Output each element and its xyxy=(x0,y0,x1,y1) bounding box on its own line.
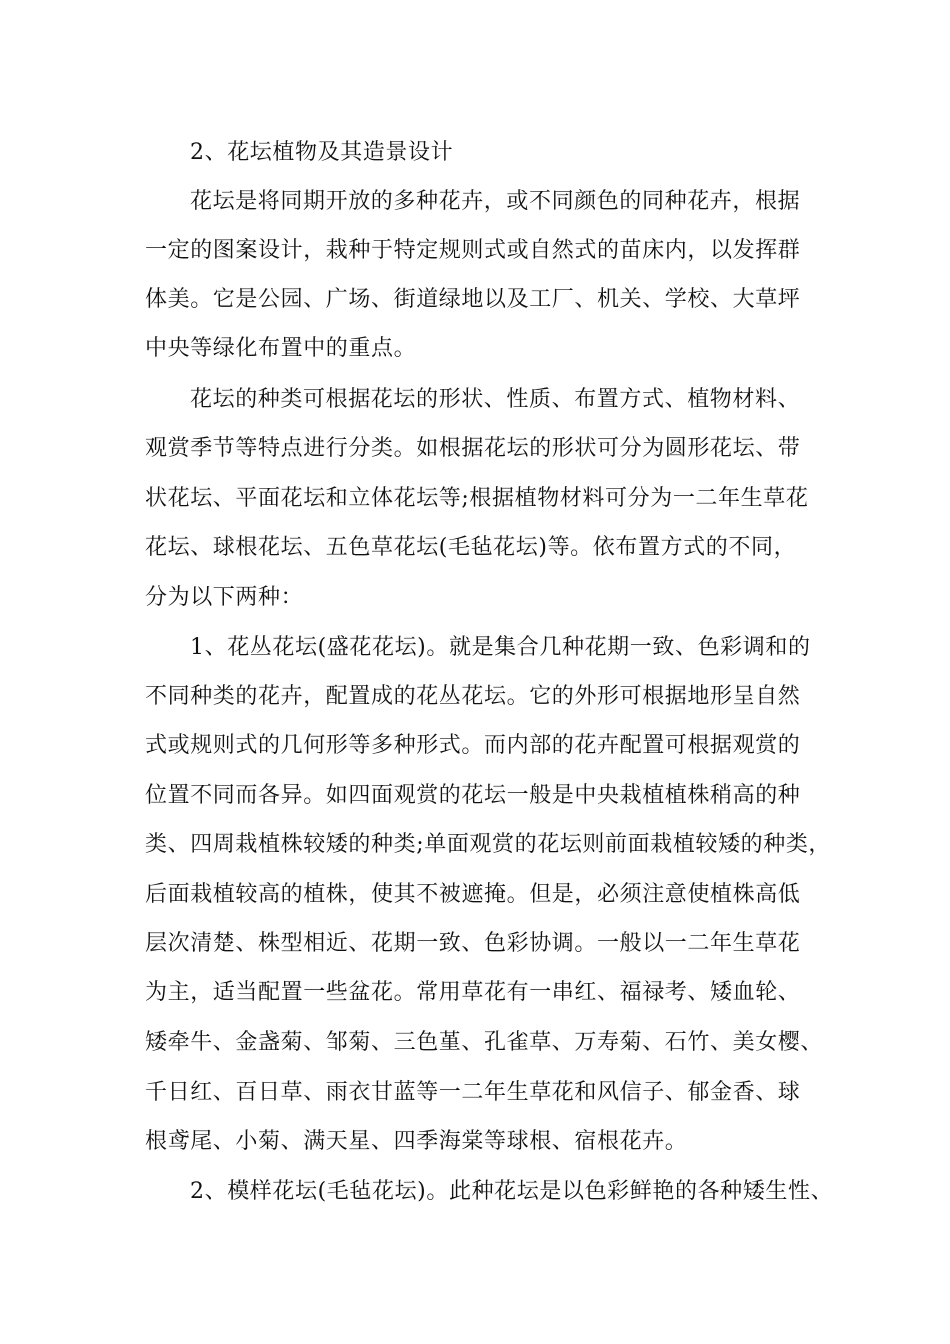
paragraph-line: 花坛的种类可根据花坛的形状、性质、布置方式、植物材料、 xyxy=(190,387,801,412)
paragraph-line: 千日红、百日草、雨衣甘蓝等一二年生草花和风信子、郁金香、球 xyxy=(145,1080,801,1105)
paragraph-line: 一定的图案设计，栽种于特定规则式或自然式的苗床内，以发挥群 xyxy=(145,238,801,263)
paragraph-line: 层次清楚、株型相近、花期一致、色彩协调。一般以一二年生草花 xyxy=(145,931,801,956)
paragraph-line: 矮牵牛、金盏菊、邹菊、三色堇、孔雀草、万寿菊、石竹、美女樱、 xyxy=(145,1030,824,1055)
paragraph-line: 根鸢尾、小菊、满天星、四季海棠等球根、宿根花卉。 xyxy=(145,1129,688,1154)
paragraph-line: 不同种类的花卉，配置成的花丛花坛。它的外形可根据地形呈自然 xyxy=(145,684,801,709)
paragraph-line: 分为以下两种： xyxy=(145,585,304,610)
paragraph-line: 1、花丛花坛(盛花花坛)。就是集合几种花期一致、色彩调和的 xyxy=(190,635,811,660)
paragraph-line: 状花坛、平面花坛和立体花坛等;根据植物材料可分为一二年生草花 xyxy=(145,486,809,511)
paragraph-line: 类、四周栽植株较矮的种类;单面观赏的花坛则前面栽植较矮的种类， xyxy=(145,832,832,857)
section-heading: 2、花坛植物及其造景设计 xyxy=(190,140,454,165)
paragraph-line: 花坛、球根花坛、五色草花坛(毛毡花坛)等。依布置方式的不同， xyxy=(145,535,797,560)
paragraph-line: 中央等绿化布置中的重点。 xyxy=(145,336,417,361)
paragraph-line: 体美。它是公园、广场、街道绿地以及工厂、机关、学校、大草坪 xyxy=(145,287,801,312)
paragraph-line: 观赏季节等特点进行分类。如根据花坛的形状可分为圆形花坛、带 xyxy=(145,436,801,461)
paragraph-line: 位置不同而各异。如四面观赏的花坛一般是中央栽植植株稍高的种 xyxy=(145,783,801,808)
paragraph-line: 花坛是将同期开放的多种花卉，或不同颜色的同种花卉，根据 xyxy=(190,189,801,214)
paragraph-line: 后面栽植较高的植株，使其不被遮掩。但是，必须注意使植株高低 xyxy=(145,882,801,907)
paragraph-line: 2、模样花坛(毛毡花坛)。此种花坛是以色彩鲜艳的各种矮生性、 xyxy=(190,1179,834,1204)
paragraph-line: 为主，适当配置一些盆花。常用草花有一串红、福禄考、矮血轮、 xyxy=(145,980,801,1005)
paragraph-line: 式或规则式的几何形等多种形式。而内部的花卉配置可根据观赏的 xyxy=(145,733,801,758)
